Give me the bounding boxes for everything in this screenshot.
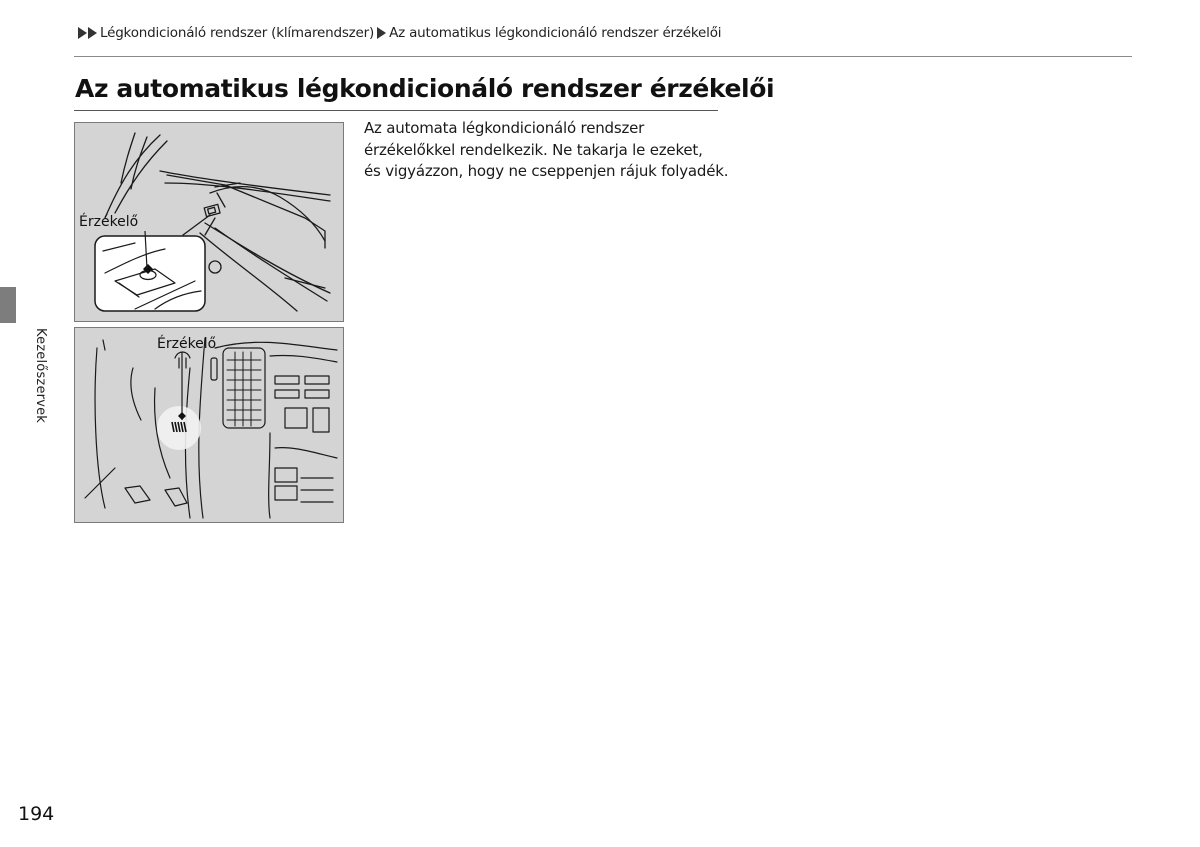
breadcrumb-item-sensors: Az automatikus légkondicionáló rendszer érzékelői — [389, 25, 722, 41]
breadcrumb-arrow-icon — [78, 27, 87, 39]
figure-steering-sensor — [74, 327, 344, 523]
breadcrumb-arrow-icon — [88, 27, 97, 39]
description-line: Az automata légkondicionáló rendszer — [364, 119, 645, 137]
steering-column-sensor-illustration — [75, 328, 343, 522]
title-underline — [74, 110, 718, 111]
sensor-label: Érzékelő — [79, 214, 139, 230]
section-tab-label: Kezelőszervek — [33, 328, 48, 424]
figure-dashboard-sensor — [74, 122, 344, 322]
description-line: érzékelőkkel rendelkezik. Ne takarja le ezeket, — [364, 140, 703, 159]
page-title: Az automatikus légkondicionáló rendszer érzékelői — [75, 74, 775, 103]
breadcrumb — [78, 25, 721, 41]
description-text — [364, 118, 729, 183]
header-divider — [74, 56, 1132, 57]
description-line: és vigyázzon, hogy ne cseppenjen rájuk folyadék. — [364, 162, 729, 180]
breadcrumb-arrow-icon — [377, 27, 386, 39]
sensor-label: Érzékelő — [157, 336, 217, 352]
section-tab-marker — [0, 287, 16, 323]
breadcrumb-item-climate-system: Légkondicionáló rendszer (klímarendszer) — [100, 25, 375, 41]
page-number: 194 — [18, 803, 55, 825]
